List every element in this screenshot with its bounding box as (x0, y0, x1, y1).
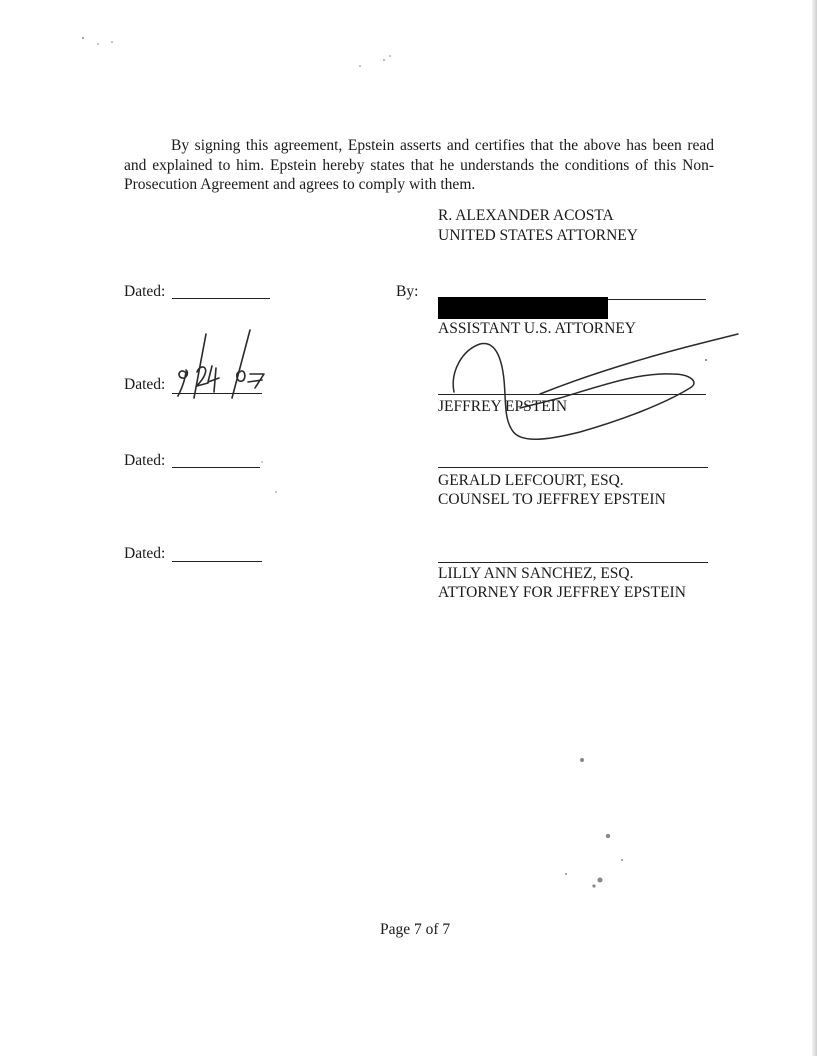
epstein-name: JEFFREY EPSTEIN (438, 398, 568, 415)
page-number: Page 7 of 7 (380, 921, 451, 938)
handwritten-date (178, 330, 264, 398)
sanchez-role: ATTORNEY FOR JEFFREY EPSTEIN (438, 584, 686, 601)
dated-label-1: Dated: (124, 283, 166, 300)
paragraph-text: By signing this agreement, Epstein asserts and certifies that the above has been read and explained to him. Epstein hereby states that he understands the conditions of this Non-Prosecution Agreement and agrees to comply with them. (124, 137, 714, 193)
by-label: By: (396, 283, 419, 300)
dated-label-4: Dated: (124, 545, 166, 562)
scan-specks (82, 37, 707, 888)
attorney-title: UNITED STATES ATTORNEY (438, 227, 638, 244)
ausa-title: ASSISTANT U.S. ATTORNEY (438, 320, 636, 337)
attorney-name: R. ALEXANDER ACOSTA (438, 207, 614, 224)
epstein-signature (453, 334, 738, 439)
lefcourt-role: COUNSEL TO JEFFREY EPSTEIN (438, 491, 666, 508)
dated-label-3: Dated: (124, 452, 166, 469)
scan-edge (812, 0, 817, 1056)
dated-label-2: Dated: (124, 376, 166, 393)
sanchez-name: LILLY ANN SANCHEZ, ESQ. (438, 565, 634, 582)
lefcourt-name: GERALD LEFCOURT, ESQ. (438, 472, 624, 489)
